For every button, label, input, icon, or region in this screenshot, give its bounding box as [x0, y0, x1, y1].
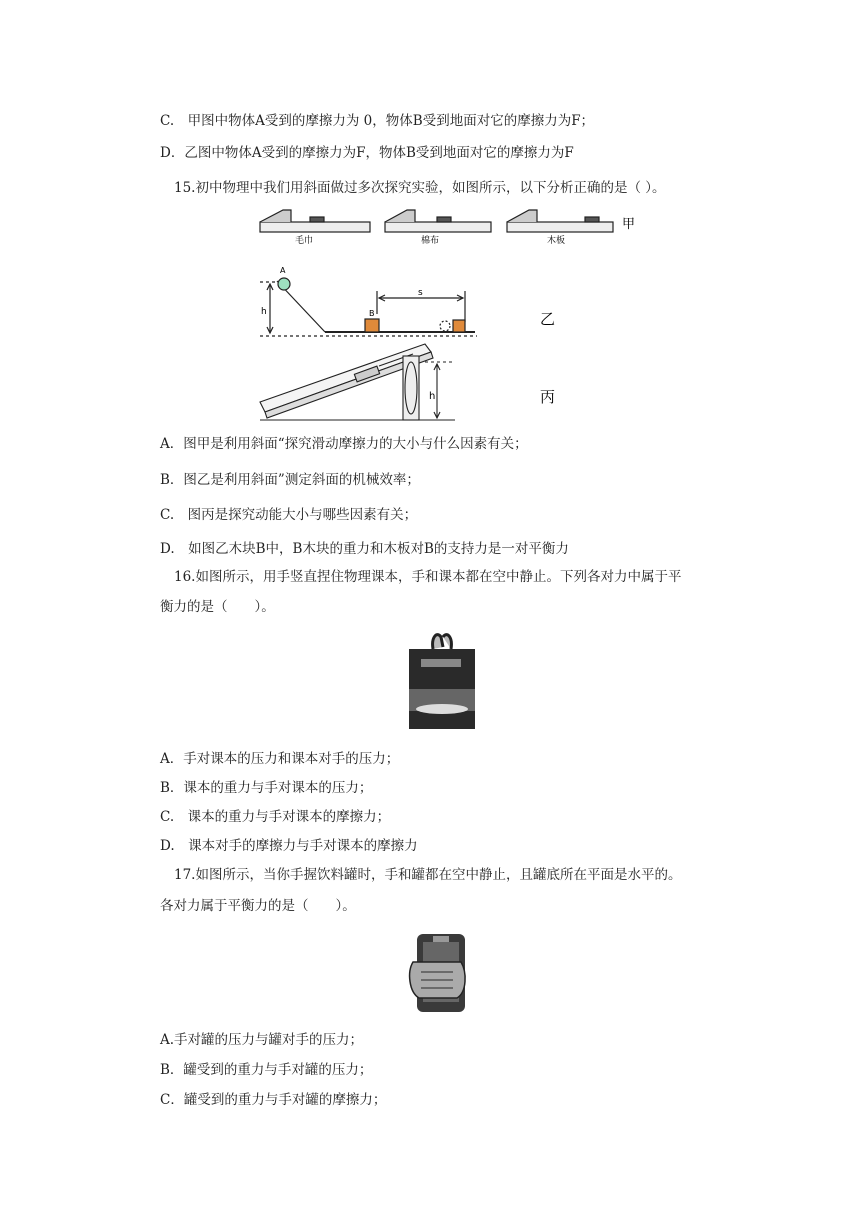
q17-can-photo	[407, 932, 475, 1014]
q14-option-d: D．乙图中物体A受到的摩擦力为F，物体B受到地面对它的摩擦力为F	[160, 145, 574, 161]
q17-stem-line-1: 17.如图所示，当你手握饮料罐时，手和罐都在空中静止，且罐底所在平面是水平的。	[174, 867, 682, 883]
q16-option-a: A．手对课本的压力和课本对手的压力；	[160, 751, 400, 767]
fig-bing	[260, 344, 455, 420]
label-yi: 乙	[540, 310, 556, 328]
label-height-h: h	[261, 307, 267, 317]
fig-jia-board-2	[385, 210, 491, 232]
q16-stem-line-1: 16.如图所示，用手竖直捏住物理课本，手和课本都在空中静止。下列各对力中属于平	[174, 569, 682, 585]
label-height-h2: h	[429, 391, 436, 402]
fig-jia-board-3	[507, 210, 613, 232]
q16-stem-line-2: 衡力的是（ ）。	[160, 599, 275, 615]
q17-option-b: B．罐受到的重力与手对罐的压力；	[160, 1062, 373, 1078]
label-bing: 丙	[540, 388, 556, 406]
fig-jia-board-1	[260, 210, 370, 232]
label-jia: 甲	[622, 217, 636, 232]
label-distance-s: s	[418, 288, 423, 298]
q16-book-photo	[407, 627, 477, 730]
label-ball-a: A	[280, 266, 286, 275]
q15-option-d: D. 如图乙木块B中，B木块的重力和木板对B的支持力是一对平衡力	[160, 541, 569, 557]
q15-figure	[255, 206, 645, 426]
q15-option-b: B．图乙是利用斜面”测定斜面的机械效率；	[160, 472, 420, 488]
q15-stem: 15.初中物理中我们用斜面做过多次探究实验，如图所示，以下分析正确的是（ ）。	[174, 180, 666, 196]
q14-option-c: C. 甲图中物体A受到的摩擦力为 0，物体B受到地面对它的摩擦力为F；	[160, 113, 595, 129]
q15-option-c: C. 图丙是探究动能大小与哪些因素有关；	[160, 507, 418, 523]
q15-figure-svg	[255, 206, 645, 426]
surface-label-3: 木板	[547, 236, 566, 246]
q17-option-c: C．罐受到的重力与手对罐的摩擦力；	[160, 1092, 387, 1108]
q17-stem-line-2: 各对力属于平衡力的是（ ）。	[160, 898, 356, 914]
label-block-b: B	[369, 309, 375, 318]
q16-option-c: C. 课本的重力与手对课本的摩擦力；	[160, 809, 391, 825]
q16-option-d: D. 课本对手的摩擦力与手对课本的摩擦力	[160, 838, 418, 854]
q17-option-a: A.手对罐的压力与罐对手的压力；	[160, 1032, 364, 1048]
q16-option-b: B．课本的重力与手对课本的压力；	[160, 780, 373, 796]
q15-option-a: A．图甲是利用斜面“探究滑动摩擦力的大小与什么因素有关；	[160, 436, 528, 452]
fig-yi	[260, 278, 477, 336]
surface-label-2: 棉布	[421, 236, 440, 246]
surface-label-1: 毛巾	[295, 236, 314, 246]
